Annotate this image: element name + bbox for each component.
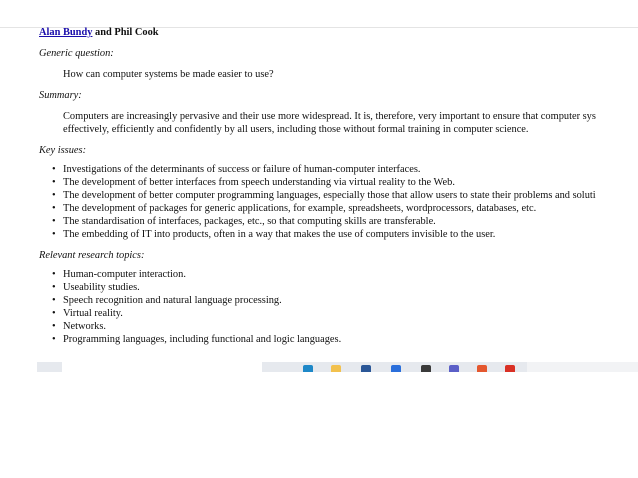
summary-line: effectively, efficiently and confidently by all users, including those without formal training in computer science.: [63, 124, 529, 135]
research-topics-list: [39, 268, 638, 346]
list-item: • The development of better interfaces from speech understanding via virtual reality to the Web.: [63, 176, 638, 189]
generic-question-heading: Generic question:: [39, 48, 114, 59]
list-item: • The development of better computer programming languages, especially those that allow users to state their problems and soluti: [63, 189, 638, 202]
summary-line: Computers are increasingly pervasive and their use more widespread. It is, therefore, very important to ensure that computer sys: [63, 111, 596, 122]
list-item: • Speech recognition and natural language processing.: [63, 294, 638, 307]
briefcase-icon[interactable]: [421, 365, 431, 372]
chrome-icon[interactable]: [505, 365, 515, 372]
list-item: • Useability studies.: [63, 281, 638, 294]
authors-line: [39, 26, 638, 39]
list-item: • The development of packages for generic applications, for example, spreadsheets, wordprocessors, databases, etc.: [63, 202, 638, 215]
list-item: • The embedding of IT into products, often in a way that makes the use of computers invisible to the user.: [63, 228, 638, 241]
document-body: [39, 26, 638, 346]
file-explorer-icon[interactable]: [331, 365, 341, 372]
research-topics-heading: Relevant research topics:: [39, 250, 145, 261]
edge-icon[interactable]: [303, 365, 313, 372]
taskbar: [37, 362, 638, 372]
word-icon[interactable]: [391, 365, 401, 372]
teams-icon[interactable]: [449, 365, 459, 372]
key-issues-heading: Key issues:: [39, 145, 87, 156]
taskbar-search-box[interactable]: [62, 362, 262, 372]
summary-text: [63, 110, 638, 136]
list-item: • Programming languages, including functional and logic languages.: [63, 333, 638, 346]
list-item: • Networks.: [63, 320, 638, 333]
key-issues-list: [39, 163, 638, 241]
list-item: • Human-computer interaction.: [63, 268, 638, 281]
summary-heading: Summary:: [39, 90, 82, 101]
authors-rest: and Phil Cook: [92, 27, 159, 38]
list-item: • The standardisation of interfaces, packages, etc., so that computing skills are transferable.: [63, 215, 638, 228]
list-item: • Virtual reality.: [63, 307, 638, 320]
taskbar-tray: [527, 362, 638, 372]
office-icon[interactable]: [477, 365, 487, 372]
store-icon[interactable]: [361, 365, 371, 372]
list-item: • Investigations of the determinants of success or failure of human-computer interfaces.: [63, 163, 638, 176]
author-link[interactable]: Alan Bundy: [39, 27, 93, 38]
generic-question-text: How can computer systems be made easier to use?: [63, 69, 274, 80]
